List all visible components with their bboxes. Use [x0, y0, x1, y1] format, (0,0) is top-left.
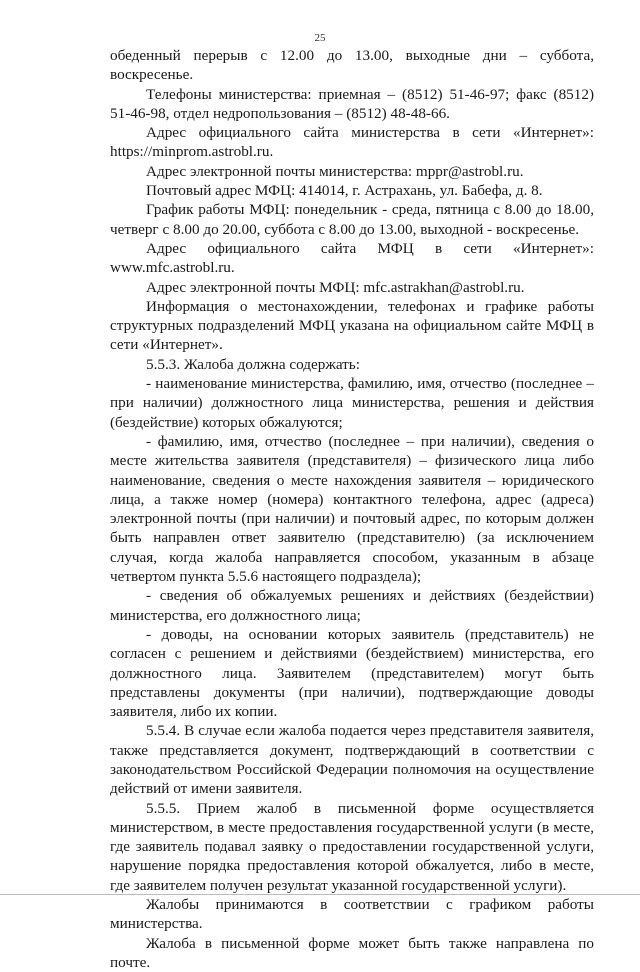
paragraph: Жалоба в письменной форме может быть также направлена по почте. [110, 934, 594, 971]
paragraph: Жалобы принимаются в соответствии с графиком работы министерства. [110, 896, 594, 933]
paragraph: Адрес официального сайта МФЦ в сети «Интернет»: www.mfc.astrobl.ru. [110, 239, 594, 277]
paragraph: Информация о местонахождении, телефонах и графике работы структурных подразделений МФЦ указана на официальном сайте МФЦ в сети «Интернет». [110, 297, 594, 354]
list-item: - наименование министерства, фамилию, имя, отчество (последнее – при наличии) должностного лица министерства, решения и действия (бездействие) которых обжалуются; [110, 375, 594, 431]
section-heading: 5.5.3. Жалоба должна содержать: [146, 355, 360, 373]
page-number: 25 [314, 32, 326, 44]
paragraph: Адрес электронной почты министерства: mppr@astrobl.ru. [146, 162, 524, 180]
paragraph: 5.5.4. В случае если жалоба подается через представителя заявителя, также представляется документ, подтверждающий в соответствии с законодательством Российской Федерации полномочия на осуществление действий от имени заявителя. [110, 722, 594, 798]
paragraph: Телефоны министерства: приемная – (8512) 51-46-97; факс (8512) 51-46-98, отдел недропользования – (8512) 48-48-66. [110, 85, 594, 122]
paragraph: Адрес официального сайта министерства в сети «Интернет»: https://minprom.astrobl.ru. [110, 124, 594, 161]
paragraph: Почтовый адрес МФЦ: 414014, г. Астрахань, ул. Бабефа, д. 8. [146, 182, 543, 200]
paragraph: обеденный перерыв с 12.00 до 13.00, выходные дни – суббота, воскресенье. [110, 47, 594, 84]
footer-divider [0, 894, 640, 895]
paragraph: Адрес электронной почты МФЦ: mfc.astrakhan@astrobl.ru. [146, 278, 525, 296]
paragraph: 5.5.5. Прием жалоб в письменной форме осуществляется министерством, в месте предоставления государственной услуги (в месте, где заявитель подавал заявку о предоставлении государственной услуги, нарушение порядка предоставления которой обжалуется, либо в месте, где заявителем получен результат указанной государственной услуги). [110, 799, 594, 894]
paragraph: График работы МФЦ: понедельник - среда, пятница с 8.00 до 18.00, четверг с 8.00 до 20.00, суббота с 8.00 до 13.00, выходной - воскресенье. [110, 201, 594, 238]
document-body [110, 46, 594, 972]
list-item: - сведения об обжалуемых решениях и действиях (бездействии) министерства, его должностного лица; [110, 587, 594, 624]
list-item: - доводы, на основании которых заявитель (представитель) не согласен с решением и действиями (бездействием) министерства, его должностного лица. Заявителем (представителем) могут быть представлены документы (при наличии), подтверждающие доводы заявителя, либо их копии. [110, 625, 594, 721]
list-item: - фамилию, имя, отчество (последнее – при наличии), сведения о месте жительства заявителя (представителя) – физического лица либо наименование, сведения о месте нахождения заявителя – юридического лица, а также номер (номера) контактного телефона, адрес (адреса) электронной почты (при наличии) и почтовый адрес, по которым должен быть направлен ответ заявителю (представителю) (за исключением случая, когда жалоба направляется способом, указанным в абзаце четвертом пункта 5.5.6 настоящего подраздела); [110, 432, 594, 586]
